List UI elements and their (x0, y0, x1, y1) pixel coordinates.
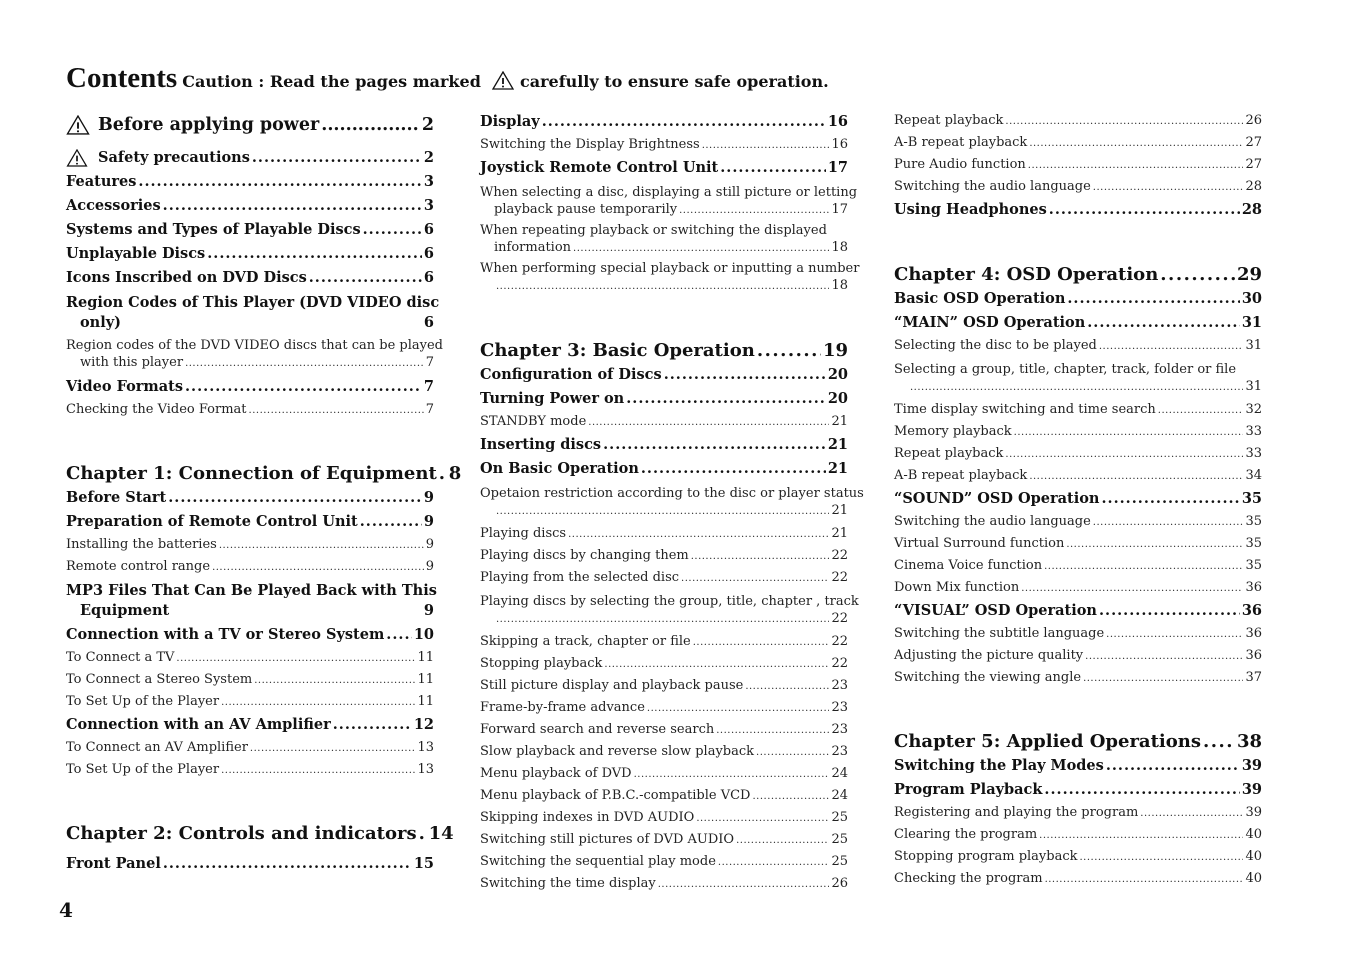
toc-entry[interactable]: Stopping playback ..... 22 (480, 653, 848, 675)
toc-entry[interactable]: Registering and playing the program ..... 39 (894, 802, 1262, 824)
toc-entry[interactable]: A-B repeat playback ..... 34 (894, 465, 1262, 487)
toc-entry[interactable]: Remote control range ..... 9 (66, 556, 434, 578)
toc-entry[interactable]: Switching the audio language ..... 28 (894, 176, 1262, 198)
toc-entry[interactable]: Switching still pictures of DVD AUDIO ..... 25 (480, 829, 848, 851)
toc-column-2 (480, 110, 864, 895)
toc-entry[interactable]: When performing special playback or inputting a number ..... 18 (480, 260, 848, 294)
toc-entry[interactable]: Inserting discs ..... 21 (480, 433, 848, 457)
page-header (66, 62, 829, 95)
toc-entry[interactable]: Preparation of Remote Control Unit ..... 9 (66, 510, 434, 534)
toc-entry[interactable]: Clearing the program ..... 40 (894, 824, 1262, 846)
toc-entry[interactable]: Front Panel ..... 15 (66, 852, 434, 876)
toc-entry[interactable]: Program Playback ..... 39 (894, 778, 1262, 802)
toc-entry[interactable]: Memory playback ..... 33 (894, 421, 1262, 443)
toc-column-3 (894, 110, 1262, 890)
toc-entry[interactable]: Features ..... 3 (66, 170, 434, 194)
toc-entry[interactable]: Safety precautions ..... 2 (66, 146, 434, 170)
chapter-heading[interactable]: Chapter 1: Connection of Equipment ..... 8 (66, 461, 434, 486)
toc-entry[interactable]: Checking the program ..... 40 (894, 868, 1262, 890)
toc-entry[interactable]: Connection with a TV or Stereo System ..... 10 (66, 623, 434, 647)
toc-entry[interactable]: Skipping a track, chapter or file ..... 22 (480, 631, 848, 653)
chapter-heading[interactable]: Chapter 4: OSD Operation ..... 29 (894, 262, 1262, 287)
toc-entry[interactable]: To Set Up of the Player ..... 11 (66, 691, 434, 713)
toc-entry[interactable]: Virtual Surround function ..... 35 (894, 533, 1262, 555)
toc-entry[interactable]: Adjusting the picture quality ..... 36 (894, 645, 1262, 667)
toc-entry[interactable]: Using Headphones ..... 28 (894, 198, 1262, 222)
toc-entry[interactable]: To Connect an AV Amplifier ..... 13 (66, 737, 434, 759)
toc-entry[interactable]: Cinema Voice function ..... 35 (894, 555, 1262, 577)
toc-entry[interactable]: Connection with an AV Amplifier ..... 12 (66, 713, 434, 737)
toc-entry[interactable]: Selecting the disc to be played ..... 31 (894, 335, 1262, 357)
toc-entry[interactable]: Stopping program playback ..... 40 (894, 846, 1262, 868)
toc-entry[interactable]: To Connect a Stereo System ..... 11 (66, 669, 434, 691)
toc-column-1 (66, 110, 462, 876)
toc-entry[interactable]: Skipping indexes in DVD AUDIO ..... 25 (480, 807, 848, 829)
toc-entry[interactable]: On Basic Operation ..... 21 (480, 457, 848, 481)
toc-entry[interactable]: Playing discs ..... 21 (480, 523, 848, 545)
toc-entry[interactable]: Switching the sequential play mode ..... 25 (480, 851, 848, 873)
toc-entry[interactable]: Unplayable Discs ..... 6 (66, 242, 434, 266)
toc-entry[interactable]: Display ..... 16 (480, 110, 848, 134)
toc-entry[interactable]: Icons Inscribed on DVD Discs ..... 6 (66, 266, 434, 290)
toc-entry[interactable]: To Set Up of the Player ..... 13 (66, 759, 434, 781)
toc-entry[interactable]: To Connect a TV ..... 11 (66, 647, 434, 669)
chapter-heading[interactable]: Chapter 2: Controls and indicators ..... 14 (66, 821, 434, 846)
chapter-heading[interactable]: Chapter 5: Applied Operations ..... 38 (894, 729, 1262, 754)
page-title: Contents (66, 62, 178, 94)
toc-entry[interactable]: Still picture display and playback pause ..... 23 (480, 675, 848, 697)
warning-icon (66, 149, 88, 167)
toc-entry[interactable]: Frame-by-frame advance ..... 23 (480, 697, 848, 719)
toc-entry[interactable]: Switching the subtitle language ..... 36 (894, 623, 1262, 645)
toc-entry[interactable]: Down Mix function ..... 36 (894, 577, 1262, 599)
toc-entry[interactable]: Menu playback of DVD ..... 24 (480, 763, 848, 785)
toc-entry[interactable]: Repeat playback ..... 26 (894, 110, 1262, 132)
toc-entry[interactable]: Accessories ..... 3 (66, 194, 434, 218)
toc-entry[interactable]: Switching the Play Modes ..... 39 (894, 754, 1262, 778)
toc-entry[interactable]: “VISUAL” OSD Operation ..... 36 (894, 599, 1262, 623)
toc-entry[interactable]: MP3 Files That Can Be Played Back with This Equipment 9 (66, 582, 437, 619)
warning-icon (492, 71, 514, 90)
caution-text-end: carefully to ensure safe operation. (519, 72, 829, 91)
toc-entry[interactable]: When repeating playback or switching the displayed information ..... 18 (480, 222, 848, 256)
toc-entry[interactable]: Before Start ..... 9 (66, 486, 434, 510)
toc-entry[interactable]: “SOUND” OSD Operation ..... 35 (894, 487, 1262, 511)
toc-entry[interactable]: Playing from the selected disc ..... 22 (480, 567, 848, 589)
warning-icon (66, 115, 90, 135)
toc-entry[interactable]: Switching the Display Brightness ..... 16 (480, 134, 848, 156)
toc-entry[interactable]: Repeat playback ..... 33 (894, 443, 1262, 465)
toc-entry[interactable]: “MAIN” OSD Operation ..... 31 (894, 311, 1262, 335)
toc-entry[interactable]: Playing discs by changing them ..... 22 (480, 545, 848, 567)
toc-entry[interactable]: Before applying power ..... 2 (66, 110, 434, 140)
toc-entry[interactable]: Region codes of the DVD VIDEO discs that can be played with this player ..... 7 (66, 337, 434, 371)
toc-entry[interactable]: Time display switching and time search ..... 32 (894, 399, 1262, 421)
toc-entry[interactable]: Joystick Remote Control Unit ..... 17 (480, 156, 848, 180)
toc-entry[interactable]: Region Codes of This Player (DVD VIDEO disc only) 6 (66, 294, 440, 331)
toc-entry[interactable]: Systems and Types of Playable Discs ..... 6 (66, 218, 434, 242)
toc-entry[interactable]: Basic OSD Operation ..... 30 (894, 287, 1262, 311)
toc-entry[interactable]: A-B repeat playback ..... 27 (894, 132, 1262, 154)
chapter-heading[interactable]: Chapter 3: Basic Operation ..... 19 (480, 338, 848, 363)
toc-entry[interactable]: Installing the batteries ..... 9 (66, 534, 434, 556)
toc-entry[interactable]: Checking the Video Format ..... 7 (66, 399, 434, 421)
toc-entry[interactable]: Pure Audio function ..... 27 (894, 154, 1262, 176)
toc-entry[interactable]: STANDBY mode ..... 21 (480, 411, 848, 433)
toc-entry[interactable]: Selecting a group, title, chapter, track, folder or file ..... 31 (894, 361, 1262, 395)
toc-entry[interactable]: Video Formats ..... 7 (66, 375, 434, 399)
caution-text: Caution : Read the pages marked (182, 72, 481, 91)
toc-entry[interactable]: Forward search and reverse search ..... 23 (480, 719, 848, 741)
toc-entry[interactable]: Switching the audio language ..... 35 (894, 511, 1262, 533)
toc-entry[interactable]: Switching the time display ..... 26 (480, 873, 848, 895)
toc-entry[interactable]: Slow playback and reverse slow playback ..... 23 (480, 741, 848, 763)
toc-entry[interactable]: Turning Power on ..... 20 (480, 387, 848, 411)
toc-entry[interactable]: Playing discs by selecting the group, title, chapter , track ..... 22 (480, 593, 848, 627)
toc-entry[interactable]: Menu playback of P.B.C.-compatible VCD ..... 24 (480, 785, 848, 807)
page-number: 4 (59, 898, 73, 922)
toc-entry[interactable]: Switching the viewing angle ..... 37 (894, 667, 1262, 689)
toc-entry[interactable]: Opetaion restriction according to the disc or player status ..... 21 (480, 485, 848, 519)
toc-entry[interactable]: When selecting a disc, displaying a still picture or letting playback pause temporarily ..... 17 (480, 184, 848, 218)
toc-entry[interactable]: Configuration of Discs ..... 20 (480, 363, 848, 387)
